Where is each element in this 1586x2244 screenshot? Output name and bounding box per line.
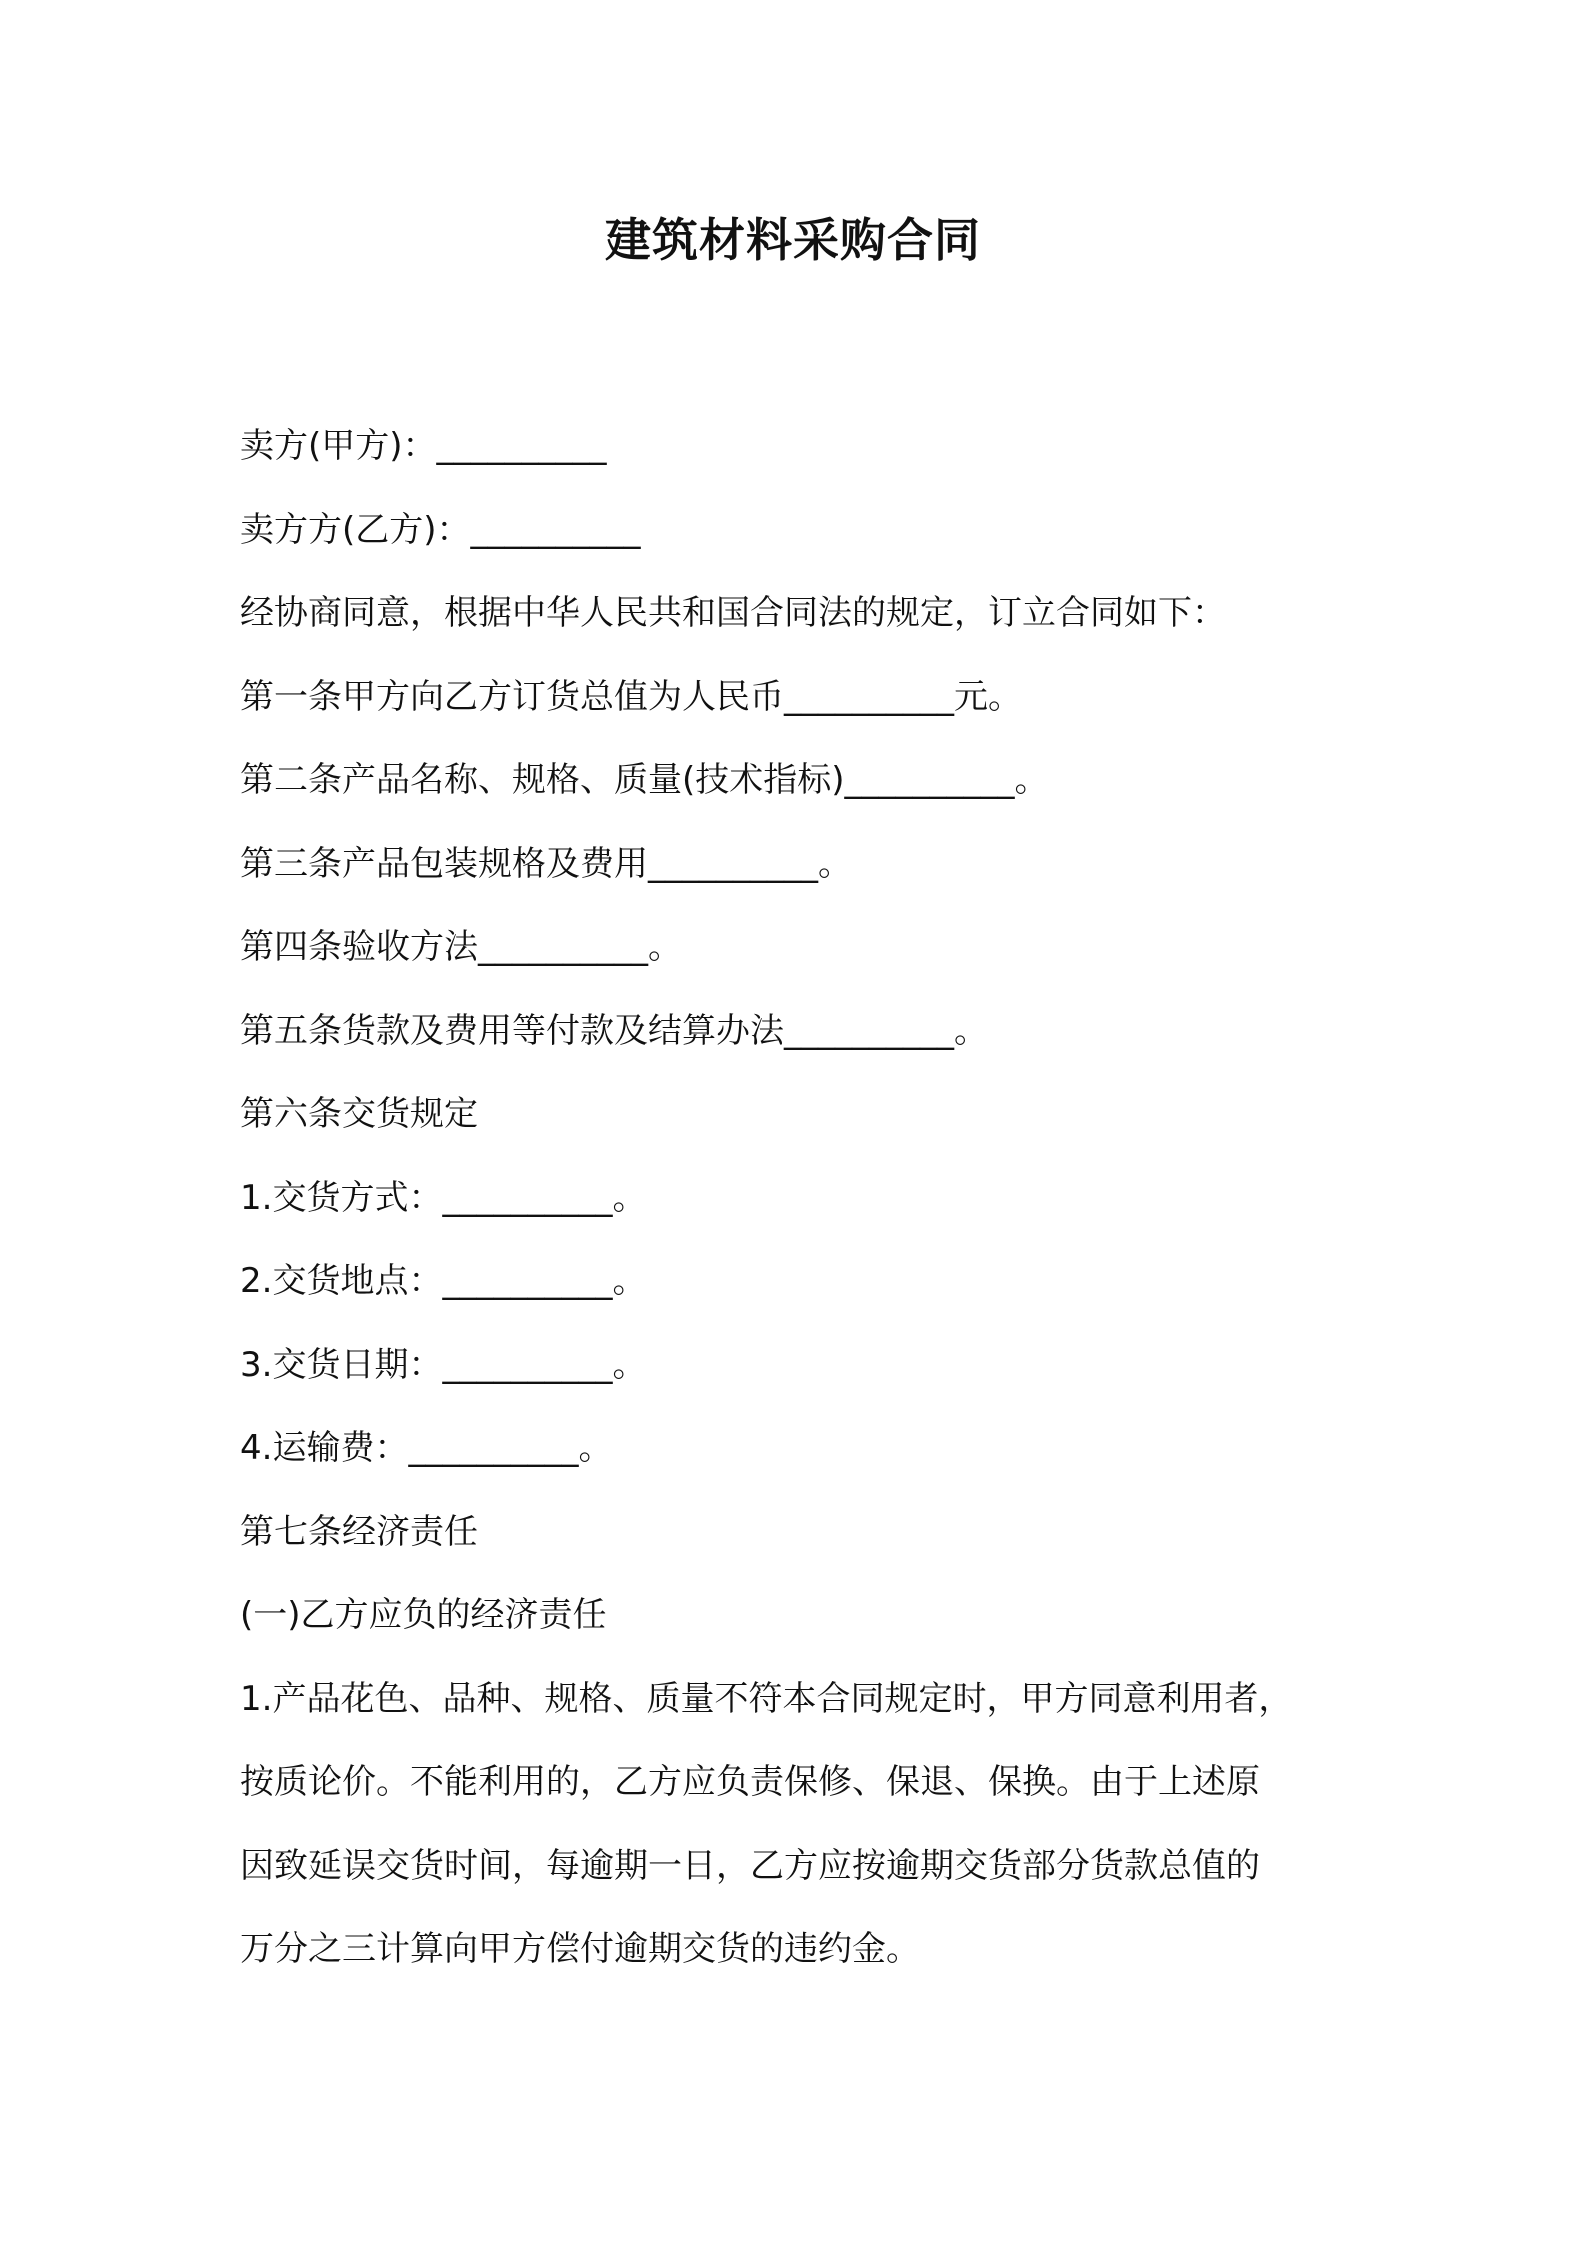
article-4: 第四条验收方法__________。 (240, 927, 682, 967)
seller-party-b-line: 卖方方(乙方)：__________ (240, 509, 641, 550)
document-title: 建筑材料采购合同 (605, 213, 981, 267)
article-6-heading: 第六条交货规定 (240, 1094, 478, 1134)
preamble-line: 经协商同意，根据中华人民共和国合同法的规定，订立合同如下： (240, 593, 1226, 633)
article-5: 第五条货款及费用等付款及结算办法__________。 (240, 1010, 988, 1051)
transport-fee-line: 4.运输费：__________。 (240, 1428, 613, 1468)
delivery-method-line: 1.交货方式：__________。 (240, 1177, 647, 1218)
seller-party-a-line: 卖方(甲方)：__________ (240, 426, 607, 466)
paragraph-line: 按质论价。不能利用的，乙方应负责保修、保退、保换。由于上述原 (240, 1762, 1260, 1802)
party-b-liability-heading: (一)乙方应负的经济责任 (240, 1595, 607, 1635)
paragraph-line: 万分之三计算向甲方偿付逾期交货的违约金。 (240, 1929, 920, 1969)
delivery-date-line: 3.交货日期：__________。 (240, 1344, 647, 1385)
document-body (240, 405, 1360, 1992)
paragraph-line: 因致延误交货时间，每逾期一日，乙方应按逾期交货部分货款总值的 (240, 1845, 1260, 1886)
delivery-location-line: 2.交货地点：__________。 (240, 1261, 647, 1301)
article-7-heading: 第七条经济责任 (240, 1511, 478, 1552)
article-2: 第二条产品名称、规格、质量(技术指标)__________。 (240, 760, 1049, 800)
paragraph-line: 1.产品花色、品种、规格、质量不符本合同规定时，甲方同意利用者， (240, 1678, 1293, 1719)
article-3: 第三条产品包装规格及费用__________。 (240, 843, 852, 884)
article-1: 第一条甲方向乙方订货总值为人民币__________元。 (240, 676, 1022, 717)
liability-clause-paragraph (240, 1658, 1360, 1992)
